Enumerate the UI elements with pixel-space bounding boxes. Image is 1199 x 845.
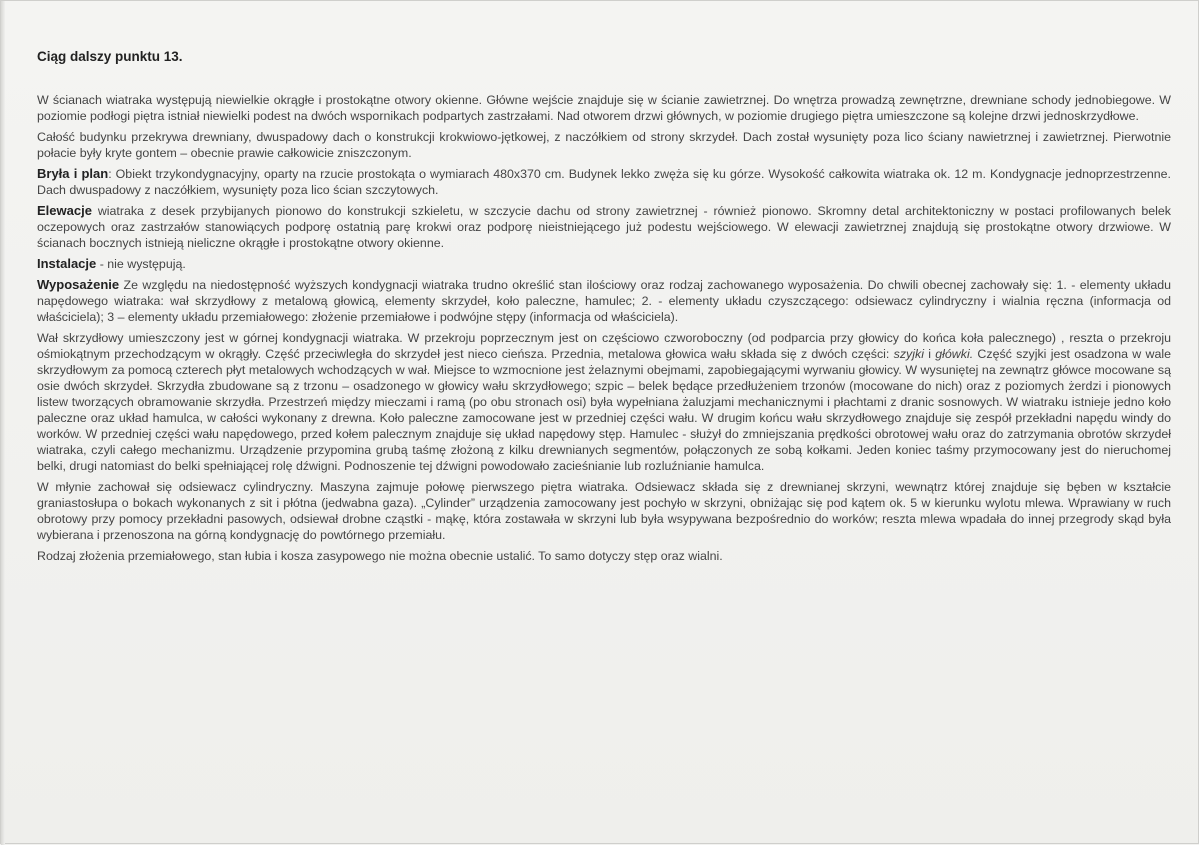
label-elevations: Elewacje: [37, 203, 92, 218]
paragraph-shaft: [37, 330, 1171, 474]
text-equipment: Ze względu na niedostępność wyższych kondygnacji wiatraka trudno określić stan ilościowy oraz rodzaj zachowanego wyposażenia. Do chwili obecnej zachowały się: 1. - elementy układu napędowego wiatraka: wał skrzydłowy z metalową głowicą, elementy skrzydeł, koło paleczne, hamulec; 2. - elementy układu czyszczącego: odsiewacz cylindryczny i wialnia ręczna (informacja od właściciela); 3 – elementy układu przemiałowego: złożenie przemiałowe i podwójne stępy (informacja od właściciela).: [37, 278, 1171, 324]
label-equipment: Wyposażenie: [37, 277, 120, 292]
paragraph-elevations: [37, 203, 1171, 251]
text-shaft-italic-head: główki.: [935, 347, 974, 361]
paragraph-form-and-plan: [37, 166, 1171, 198]
text-shaft-part1: Wał skrzydłowy umieszczony jest w górnej kondygnacji wiatraka. W przekroju poprzecznym jest on częściowo czworoboczny (od podparcia przy głowicy do końca koła palecznego) , reszta o przekroju ośmiokątnym przechodzącym w okrągły. Część przeciwległa do skrzydeł jest nieco cieńsza. Przednia, metalowa głowica wału składa się z dwóch części:: [37, 331, 1171, 361]
text-form-and-plan: : Obiekt trzykondygnacyjny, oparty na rzucie prostokąta o wymiarach 480x370 cm. Budynek lekko zwęża się ku górze. Wysokość całkowita wiatraka ok. 12 m. Kondygnacje jednoprzestrzenne. Dach dwuspadowy z naczółkiem, wysunięty poza lico ścian szczytowych.: [37, 167, 1171, 197]
paragraph-sifter: W młynie zachował się odsiewacz cylindryczny. Maszyna zajmuje połowę pierwszego piętra wiatraka. Odsiewacz składa się z drewnianej skrzyni, wewnątrz której znajduje się bęben w kształcie graniastosłupa o bokach wykonanych z sit i płótna (jedwabna gaza). „Cylinder” urządzenia zamocowany jest pochyło w skrzyni, obniżając się pod kątem ok. 5 w kierunku wylotu mlewa. Wprawiany w ruch obrotowy przy pomocy przekładni pasowych, odsiewał drobne cząstki - mąkę, która zostawała w skrzyni lub była wsypywana bezpośrednio do worków; reszta mlewa wpadała do innej przegrody skąd była wybierana i przenoszona na górną kondygnację do powtórnego przemiału.: [37, 480, 1171, 542]
label-form-and-plan: Bryła i plan: [37, 166, 109, 181]
paragraph-installations: [37, 256, 1171, 272]
paragraph-windows: W ścianach wiatraka występują niewielkie okrągłe i prostokątne otwory okienne. Główne wejście znajduje się w ścianie zawietrznej. Do wnętrza prowadzą zewnętrzne, drewniane schody jednobiegowe. W poziomie podłogi piętra istniał niewielki podest na dwóch wspornikach podpartych zastrzałami. Nad otworem drzwi głównych, w poziomie drugiego piętra umieszczone są kolejne drzwi jednoskrzydłowe.: [37, 93, 1171, 123]
text-shaft-italic-neck: szyjki: [893, 347, 924, 361]
section-heading: Ciąg dalszy punktu 13.: [37, 49, 183, 64]
text-shaft-part2: i: [923, 347, 936, 361]
text-installations: - nie występują.: [96, 257, 186, 271]
page-edge-shadow: [1, 1, 5, 845]
paragraph-roof: Całość budynku przekrywa drewniany, dwuspadowy dach o konstrukcji krokwiowo-jętkowej, z naczółkiem od strony skrzydeł. Dach został wysunięty poza lico ściany nawietrznej i zawietrznej. Pierwotnie połacie były kryte gontem – obecnie prawie całkowicie zniszczonym.: [37, 130, 1171, 160]
label-installations: Instalacje: [37, 256, 97, 271]
text-elevations: wiatraka z desek przybijanych pionowo do konstrukcji szkieletu, w szczycie dachu od strony zawietrznej - również pionowo. Skromny detal architektoniczny w postaci profilowanych belek oczepowych oraz zastrzałów stanowiących podporę ostatnią parę krokwi oraz podporę nieistniejącego już podestu wejściowego. W elewacji zawietrznej znajdują się prostokątne otwory drzwiowe. W ścianach bocznych istnieją nieliczne okrągłe i prostokątne otwory okienne.: [37, 204, 1171, 250]
document-content: [37, 49, 1171, 569]
paragraph-milling: Rodzaj złożenia przemiałowego, stan łubia i kosza zasypowego nie można obecnie ustalić. To samo dotyczy stęp oraz wialni.: [37, 549, 723, 563]
paragraph-equipment: [37, 277, 1171, 325]
text-shaft-part3: Część szyjki jest osadzona w wale skrzydłowym za pomocą czterech płyt metalowych wchodzących w wał. Miejsce to wzmocnione jest żelaznymi obejmami, zapobiegającymi wyrwaniu głowicy. W wysuniętej na zewnątrz główce mocowane są osie dwóch skrzydeł. Skrzydła zbudowane są z trzonu – osadzonego w głowicy wału skrzydłowego; szpic – belek będące przedłużeniem trzonów (mocowane do nich) oraz z poziomych żerdzi i pionowych listew tworzących obramowanie skrzydła. Przestrzeń między mieczami i ramą (po obu stronach osi) była wypełniana żaluzjami mechanicznymi i płachtami z dranic sosnowych. W wiatraku istnieje jedno koło paleczne oraz układ hamulca, w całości wykonany z drewna. Koło paleczne zamocowane jest w przedniej części wału. W drugim końcu wału skrzydłowego znajduje się zespół przekładni napędu windy do worków. W przedniej części wału napędowego, przed kołem palecznym znajduje się układ napędowy stęp. Hamulec - służył do zmniejszania prędkości obrotowej wału oraz do zatrzymania obrotów skrzydeł wiatraka, czyli całego mechanizmu. Urządzenie przypomina grubą taśmę złożoną z kilku drewnianych segmentów, połączonych ze sobą kołkami. Jeden koniec taśmy przymocowany jest do nieruchomej belki, drugi natomiast do belki spełniającej rolę dźwigni. Podnoszenie tej dźwigni powodowało zacieśnianie lub rozluźnianie hamulca.: [37, 347, 1171, 473]
